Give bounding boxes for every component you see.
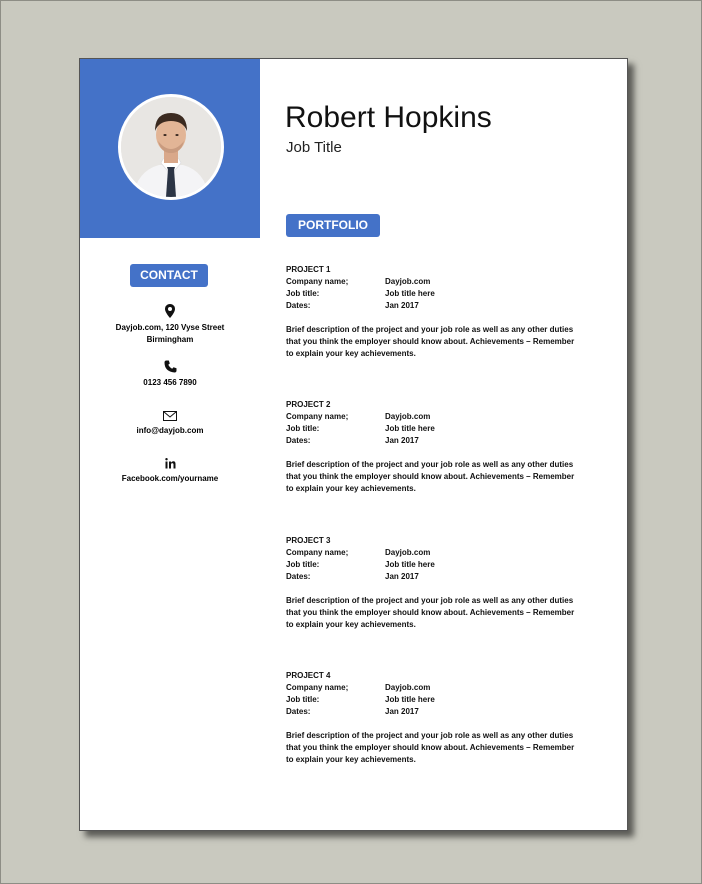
company-value: Dayjob.com xyxy=(385,277,431,286)
contact-social xyxy=(80,458,260,485)
dates-value: Jan 2017 xyxy=(385,572,419,581)
description-line: that you think the employer should know about. Achievements – Remember xyxy=(286,743,575,752)
dates-value: Jan 2017 xyxy=(385,436,419,445)
job-value: Job title here xyxy=(385,289,435,298)
description-line: Brief description of the project and your job role as well as any other duties xyxy=(286,596,574,605)
address-line-2: Birmingham xyxy=(146,335,194,344)
company-label: Company name; xyxy=(286,412,349,421)
company-value: Dayjob.com xyxy=(385,683,431,692)
candidate-name: Robert Hopkins xyxy=(285,101,492,134)
contact-address xyxy=(80,304,260,346)
social-profile: Facebook.com/yourname xyxy=(121,474,219,483)
email-address: info@dayjob.com xyxy=(136,426,204,435)
project-description xyxy=(286,459,578,495)
dates-label: Dates: xyxy=(286,301,311,310)
phone-icon xyxy=(164,360,177,373)
company-value: Dayjob.com xyxy=(385,548,431,557)
portfolio-heading: PORTFOLIO xyxy=(286,214,380,237)
description-line: that you think the employer should know about. Achievements – Remember xyxy=(286,472,575,481)
job-value: Job title here xyxy=(385,424,435,433)
description-line: to explain your key achievements. xyxy=(286,349,416,358)
profile-photo xyxy=(118,94,224,200)
project-entry xyxy=(286,399,586,495)
job-label: Job title: xyxy=(286,560,320,569)
project-title: PROJECT 3 xyxy=(286,536,331,545)
description-line: Brief description of the project and your job role as well as any other duties xyxy=(286,325,574,334)
location-pin-icon xyxy=(165,304,175,318)
project-description xyxy=(286,595,578,631)
address-line-1: Dayjob.com, 120 Vyse Street xyxy=(115,323,225,332)
project-entry xyxy=(286,535,586,631)
dates-label: Dates: xyxy=(286,436,311,445)
project-title: PROJECT 1 xyxy=(286,265,331,274)
company-label: Company name; xyxy=(286,548,349,557)
description-line: Brief description of the project and your job role as well as any other duties xyxy=(286,731,574,740)
description-line: Brief description of the project and your job role as well as any other duties xyxy=(286,460,574,469)
project-entry xyxy=(286,670,586,766)
description-line: to explain your key achievements. xyxy=(286,620,416,629)
phone-number: 0123 456 7890 xyxy=(143,378,197,387)
project-title: PROJECT 2 xyxy=(286,400,331,409)
project-title: PROJECT 4 xyxy=(286,671,331,680)
job-label: Job title: xyxy=(286,424,320,433)
job-label: Job title: xyxy=(286,695,320,704)
envelope-icon xyxy=(163,411,177,421)
candidate-job-title: Job Title xyxy=(286,139,342,156)
project-description xyxy=(286,730,578,766)
description-line: that you think the employer should know about. Achievements – Remember xyxy=(286,337,575,346)
job-label: Job title: xyxy=(286,289,320,298)
description-line: to explain your key achievements. xyxy=(286,484,416,493)
contact-heading: CONTACT xyxy=(130,264,208,287)
dates-label: Dates: xyxy=(286,572,311,581)
dates-value: Jan 2017 xyxy=(385,707,419,716)
project-entry xyxy=(286,264,586,360)
linkedin-icon xyxy=(165,458,176,469)
contact-email xyxy=(80,411,260,437)
resume-page xyxy=(79,58,628,831)
job-value: Job title here xyxy=(385,695,435,704)
description-line: to explain your key achievements. xyxy=(286,755,416,764)
company-label: Company name; xyxy=(286,277,349,286)
project-description xyxy=(286,324,578,360)
job-value: Job title here xyxy=(385,560,435,569)
dates-value: Jan 2017 xyxy=(385,301,419,310)
contact-phone xyxy=(80,360,260,389)
description-line: that you think the employer should know about. Achievements – Remember xyxy=(286,608,575,617)
dates-label: Dates: xyxy=(286,707,311,716)
company-value: Dayjob.com xyxy=(385,412,431,421)
company-label: Company name; xyxy=(286,683,349,692)
